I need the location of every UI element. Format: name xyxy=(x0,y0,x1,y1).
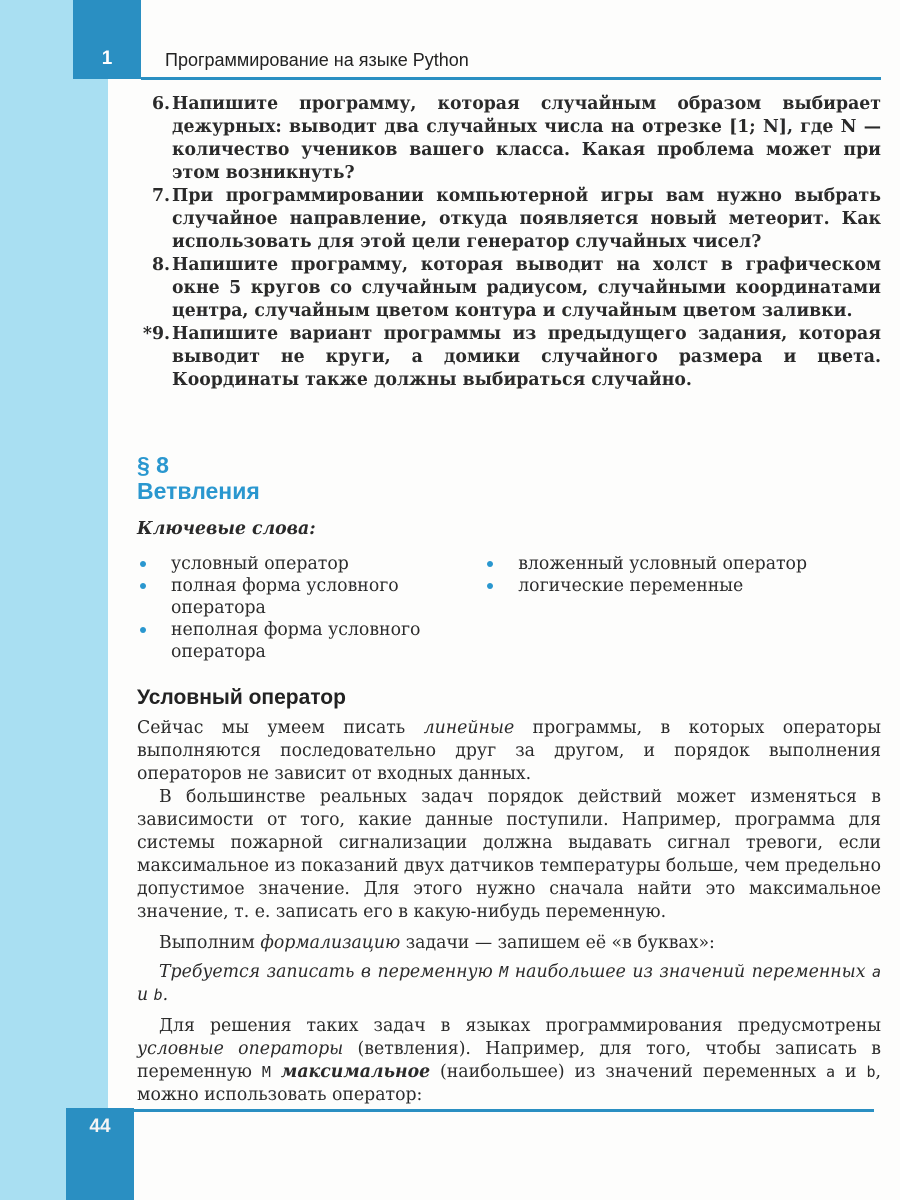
code-var: M xyxy=(261,1063,271,1081)
task-item xyxy=(137,254,881,323)
page-number: 44 xyxy=(89,1116,111,1137)
bullet-icon xyxy=(140,561,146,567)
task-list xyxy=(137,93,881,392)
keywords-column-left xyxy=(137,553,484,663)
keyword-text: логические переменные xyxy=(518,576,744,596)
keyword-text: условный оператор xyxy=(171,554,349,574)
task-item xyxy=(137,185,881,254)
text: задачи — запишем её «в буквах»: xyxy=(400,933,715,953)
task-item xyxy=(137,323,881,392)
code-var: b xyxy=(153,986,163,1004)
text xyxy=(271,1062,281,1082)
task-number: *9. xyxy=(142,324,170,344)
chapter-number: 1 xyxy=(101,48,113,69)
footer-rule xyxy=(134,1109,874,1112)
task-number: 7. xyxy=(151,186,170,206)
section-heading xyxy=(137,452,881,504)
keywords-list xyxy=(137,553,881,663)
keyword-item xyxy=(137,553,484,575)
code-var: M xyxy=(499,963,509,981)
keywords-label: Ключевые слова: xyxy=(137,519,316,539)
text: программы, в которых операторы выполняются последовательно друг за другом, и порядок выполнения операторов не зависит от входных данных. xyxy=(137,718,881,784)
page-number-tab xyxy=(66,1108,134,1200)
task-item xyxy=(137,93,881,185)
text: и xyxy=(835,1062,867,1082)
paragraph-formalization xyxy=(137,932,881,955)
task-text: Напишите программу, которая выводит на холст в графическом окне 5 кругов со случайным радиусом, случайными координатами центра, случайным цветом контура и случайным цветом заливки. xyxy=(172,255,881,321)
bullet-icon xyxy=(487,583,493,589)
text: . xyxy=(162,985,169,1005)
code-var: a xyxy=(826,1063,836,1081)
text: наибольшее из значений переменных xyxy=(508,962,872,982)
bullet-icon xyxy=(140,583,146,589)
paragraph-real-tasks: В большинстве реальных задач порядок действий может изменяться в зависимости от того, какие данные поступили. Например, программа для системы пожарной сигнализации должна выдавать сигнал тревоги, если максимальное из показаний двух датчиков температуры больше, чем предельно допустимое значение. Для этого нужно сначала найти это максимальное значение, т. е. записать его в какую-нибудь переменную. xyxy=(137,787,881,922)
emphasis: формализацию xyxy=(260,933,401,953)
code-var: b xyxy=(866,1063,876,1081)
paragraph-linear-programs xyxy=(137,717,881,786)
keyword-item xyxy=(137,619,484,663)
text: Для решения таких задач в языках программирования предусмотрены xyxy=(159,1016,881,1036)
emphasis: условные операторы xyxy=(137,1039,344,1059)
paragraph-conditional-operators xyxy=(137,1015,881,1107)
section-number: § 8 xyxy=(137,452,169,478)
emphasis: линейные xyxy=(423,718,515,738)
task-number: 8. xyxy=(151,255,170,275)
text: , можно использовать оператор: xyxy=(137,1062,881,1105)
keyword-item xyxy=(484,575,881,597)
text: (ветвления). Например, для того, чтобы записать в переменную xyxy=(137,1039,881,1082)
page-margin-band xyxy=(0,0,108,1200)
task-text: Напишите вариант программы из предыдущего задания, которая выводит не круги, а домики случайного размера и цвета. Координаты также должны выбираться случайно. xyxy=(172,324,881,390)
chapter-tab xyxy=(73,0,141,79)
keyword-item xyxy=(484,553,881,575)
keyword-text: вложенный условный оператор xyxy=(518,554,808,574)
subsection-title: Условный оператор xyxy=(137,686,346,709)
keyword-text: неполная форма условного оператора xyxy=(171,620,421,662)
task-number: 6. xyxy=(151,94,170,114)
task-text: При программировании компьютерной игры вам нужно выбрать случайное направление, откуда появляется новый метеорит. Как использовать для этой цели генератор случайных чисел? xyxy=(172,186,881,252)
running-title: Программирование на языке Python xyxy=(165,50,469,70)
keywords-column-right xyxy=(484,553,881,663)
header-rule xyxy=(141,77,881,80)
code-var: a xyxy=(871,963,882,981)
text: Выполним xyxy=(159,933,261,953)
text: и xyxy=(137,985,154,1005)
bullet-icon xyxy=(140,627,146,633)
text: Сейчас мы умеем писать xyxy=(137,718,424,738)
task-text: Напишите программу, которая случайным образом выбирает дежурных: выводит два случайных числа на отрезке [1; N], где N — количество учеников вашего класса. Какая проблема может при этом возникнуть? xyxy=(172,94,881,183)
bullet-icon xyxy=(487,561,493,567)
section-title: Ветвления xyxy=(137,478,260,504)
emphasis: максимальное xyxy=(280,1062,431,1082)
text: (наибольшее) из значений переменных xyxy=(430,1062,827,1082)
formal-statement xyxy=(137,961,881,1007)
keyword-item xyxy=(137,575,484,619)
page-content xyxy=(137,93,881,1107)
keyword-text: полная форма условного оператора xyxy=(171,576,399,618)
text: Требуется записать в переменную xyxy=(159,962,500,982)
